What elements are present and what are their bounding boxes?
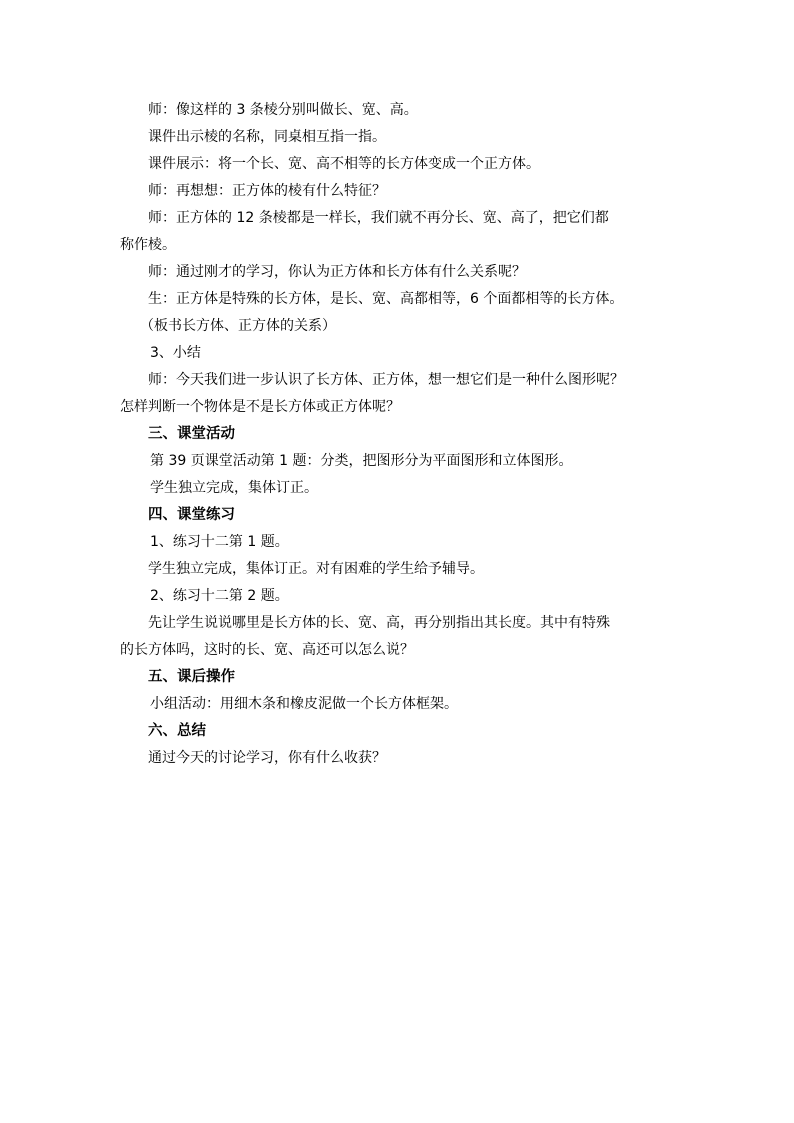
paragraph-line: 师：像这样的 3 条棱分别叫做长、宽、高。 — [148, 102, 418, 118]
paragraph-line: 生：正方体是特殊的长方体，是长、宽、高都相等，6 个面都相等的长方体。 — [148, 291, 624, 307]
paragraph-line: 的长方体吗，这时的长、宽、高还可以怎么说？ — [120, 642, 414, 658]
paragraph-line: 通过今天的讨论学习，你有什么收获？ — [148, 750, 386, 766]
paragraph-line: 怎样判断一个物体是不是长方体或正方体呢？ — [120, 399, 400, 415]
paragraph-line: （板书长方体、正方体的关系） — [140, 318, 336, 334]
paragraph-line: 称作棱。 — [120, 237, 176, 253]
section-heading: 三、课堂活动 — [148, 426, 235, 442]
paragraph-line: 师：再想想：正方体的棱有什么特征？ — [148, 183, 386, 199]
paragraph-line: 第 39 页课堂活动第 1 题：分类，把图形分为平面图形和立体图形。 — [150, 453, 573, 469]
section-heading: 五、课后操作 — [148, 669, 235, 685]
paragraph-line: 1、练习十二第 1 题。 — [150, 534, 289, 550]
paragraph-line: 课件出示棱的名称，同桌相互指一指。 — [148, 129, 386, 145]
section-heading: 六、总结 — [148, 723, 206, 739]
paragraph-line: 学生独立完成，集体订正。 — [150, 480, 318, 496]
paragraph-line: 学生独立完成，集体订正。对有困难的学生给予辅导。 — [148, 561, 484, 577]
paragraph-line: 先让学生说说哪里是长方体的长、宽、高，再分别指出其长度。其中有特殊 — [148, 615, 610, 631]
paragraph-line: 师：通过刚才的学习，你认为正方体和长方体有什么关系呢？ — [148, 264, 526, 280]
paragraph-line: 小组活动：用细木条和橡皮泥做一个长方体框架。 — [150, 696, 458, 712]
paragraph-line: 师：今天我们进一步认识了长方体、正方体，想一想它们是一种什么图形呢？ — [148, 372, 624, 388]
paragraph-line: 3、小结 — [150, 345, 201, 361]
paragraph-line: 师：正方体的 12 条棱都是一样长，我们就不再分长、宽、高了，把它们都 — [148, 210, 609, 226]
paragraph-line: 课件展示：将一个长、宽、高不相等的长方体变成一个正方体。 — [148, 156, 540, 172]
paragraph-line: 2、练习十二第 2 题。 — [150, 588, 289, 604]
section-heading: 四、课堂练习 — [148, 507, 235, 523]
